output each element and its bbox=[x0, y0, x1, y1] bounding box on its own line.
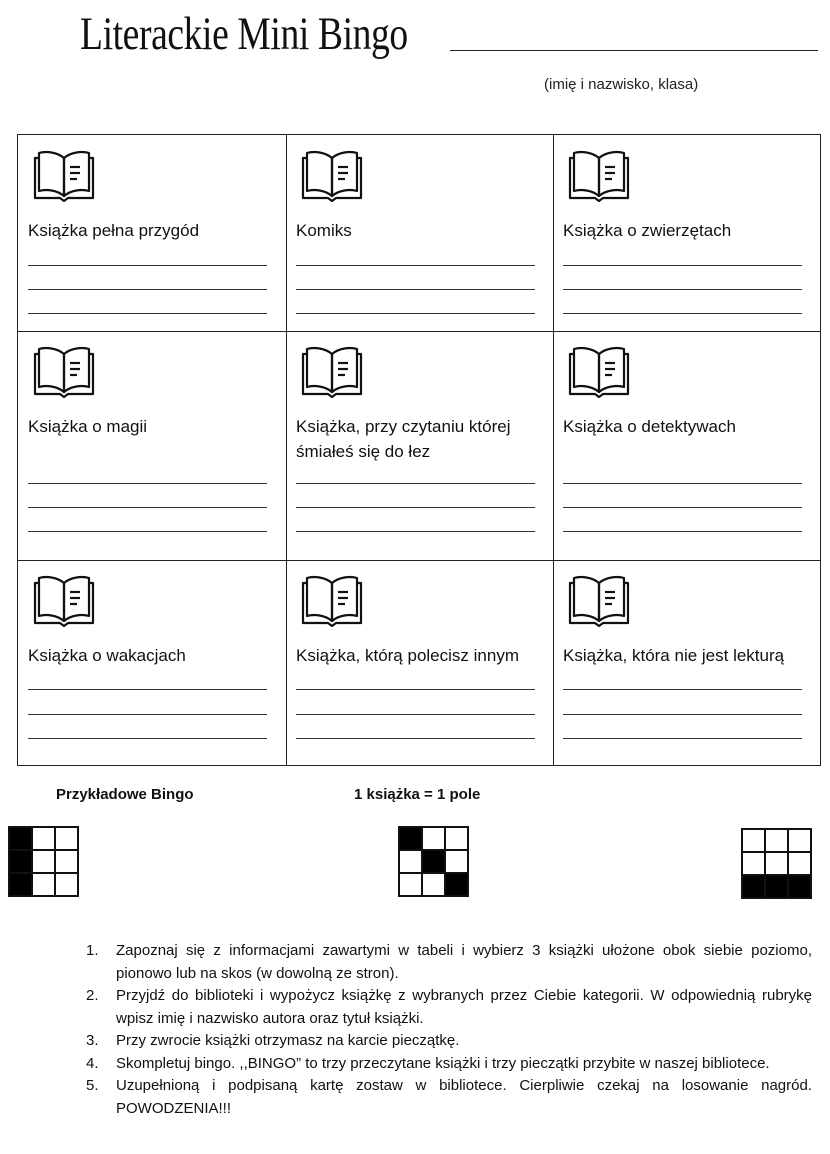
example-bingo-vertical bbox=[8, 826, 79, 897]
example-square bbox=[55, 873, 78, 896]
write-in-line[interactable] bbox=[563, 714, 802, 715]
instruction-text: Zapoznaj się z informacjami zawartymi w tabeli i wybierz 3 książki ułożone obok siebie poziomo, pionowo lub na skos (w dowolną ze stron). bbox=[116, 942, 812, 982]
bingo-cell bbox=[286, 331, 553, 560]
page-title: Literackie Mini Bingo bbox=[80, 8, 408, 60]
bingo-cell-label: Książka o magii bbox=[28, 417, 148, 436]
name-class-line[interactable] bbox=[450, 50, 818, 51]
write-in-line[interactable] bbox=[28, 689, 267, 690]
instruction-text: Przy zwrocie książki otrzymasz na karcie pieczątkę. bbox=[116, 1032, 460, 1049]
write-in-line[interactable] bbox=[563, 507, 802, 508]
write-in-line[interactable] bbox=[296, 714, 535, 715]
example-square bbox=[765, 829, 788, 852]
bingo-grid bbox=[17, 134, 821, 766]
bingo-cell bbox=[553, 560, 821, 766]
instruction-item bbox=[86, 1075, 812, 1120]
example-square bbox=[9, 850, 32, 873]
write-in-line[interactable] bbox=[563, 483, 802, 484]
instruction-text: Skompletuj bingo. ,,BINGO” to trzy przeczytane książki i trzy pieczątki przybite w naszej bibliotece. bbox=[116, 1054, 770, 1072]
write-in-line[interactable] bbox=[563, 689, 802, 690]
bingo-cell-label: Książka, którą polecisz innym bbox=[296, 646, 519, 665]
name-class-hint: (imię i nazwisko, klasa) bbox=[544, 76, 699, 93]
write-in-line[interactable] bbox=[28, 507, 267, 508]
instruction-number: 4. bbox=[86, 1054, 99, 1072]
bingo-cell bbox=[18, 331, 286, 560]
write-in-line[interactable] bbox=[563, 738, 802, 739]
write-in-line[interactable] bbox=[28, 289, 267, 290]
example-square bbox=[765, 852, 788, 875]
bingo-cell bbox=[18, 135, 286, 331]
write-in-line[interactable] bbox=[296, 507, 535, 508]
bingo-cell-label: Książka o wakacjach bbox=[28, 646, 186, 665]
instruction-number: 1. bbox=[86, 942, 99, 959]
bingo-cell-label: Książka pełna przygód bbox=[28, 221, 200, 240]
write-in-line[interactable] bbox=[28, 265, 267, 266]
write-in-line[interactable] bbox=[296, 689, 535, 690]
open-book-icon bbox=[568, 148, 630, 202]
example-square bbox=[788, 829, 811, 852]
bingo-cell-label: Książka o zwierzętach bbox=[563, 221, 732, 240]
write-in-line[interactable] bbox=[296, 289, 535, 290]
example-square bbox=[788, 852, 811, 875]
example-square bbox=[55, 827, 78, 850]
example-square bbox=[32, 873, 55, 896]
bingo-cell-label: Książka o detektywach bbox=[563, 417, 736, 436]
bingo-cell bbox=[286, 560, 553, 766]
bingo-cell-label: Komiks bbox=[296, 221, 352, 240]
write-in-line[interactable] bbox=[28, 483, 267, 484]
example-bingo-horizontal bbox=[741, 828, 812, 899]
example-square bbox=[32, 850, 55, 873]
write-in-line[interactable] bbox=[28, 738, 267, 739]
example-square bbox=[399, 827, 422, 850]
bingo-rule-label: 1 książka = 1 pole bbox=[354, 786, 481, 803]
instruction-number: 5. bbox=[86, 1077, 99, 1094]
bingo-cell bbox=[18, 560, 286, 766]
write-in-line[interactable] bbox=[296, 738, 535, 739]
open-book-icon bbox=[568, 344, 630, 398]
open-book-icon bbox=[301, 148, 363, 202]
write-in-line[interactable] bbox=[28, 714, 267, 715]
instruction-item bbox=[86, 1053, 812, 1076]
write-in-line[interactable] bbox=[28, 313, 267, 314]
example-square bbox=[9, 827, 32, 850]
instruction-item bbox=[86, 1030, 812, 1053]
open-book-icon bbox=[568, 573, 630, 627]
example-square bbox=[399, 873, 422, 896]
bingo-cell bbox=[286, 135, 553, 331]
instruction-item bbox=[86, 940, 812, 985]
example-square bbox=[422, 873, 445, 896]
bingo-cell-label: Książka, która nie jest lekturą bbox=[563, 646, 785, 665]
example-square bbox=[788, 875, 811, 898]
example-square bbox=[742, 829, 765, 852]
write-in-line[interactable] bbox=[563, 265, 802, 266]
instruction-text: Przyjdź do biblioteki i wypożycz książkę z wybranych przez Ciebie kategorii. W odpowiednią rubrykę wpisz imię i nazwisko autora oraz tytuł książki. bbox=[116, 987, 812, 1027]
bingo-cell bbox=[553, 331, 821, 560]
example-square bbox=[422, 827, 445, 850]
write-in-line[interactable] bbox=[563, 531, 802, 532]
bingo-cell bbox=[553, 135, 821, 331]
open-book-icon bbox=[33, 573, 95, 627]
example-bingo-diagonal bbox=[398, 826, 469, 897]
write-in-line[interactable] bbox=[296, 265, 535, 266]
bingo-cell-label: Książka, przy czytaniu której śmiałeś się do łez bbox=[296, 417, 511, 461]
write-in-line[interactable] bbox=[28, 531, 267, 532]
instruction-number: 3. bbox=[86, 1032, 99, 1049]
example-square bbox=[742, 875, 765, 898]
example-bingo-label: Przykładowe Bingo bbox=[56, 786, 194, 803]
write-in-line[interactable] bbox=[563, 289, 802, 290]
example-square bbox=[55, 850, 78, 873]
instruction-number: 2. bbox=[86, 987, 99, 1004]
example-square bbox=[445, 873, 468, 896]
open-book-icon bbox=[33, 148, 95, 202]
example-square bbox=[9, 873, 32, 896]
write-in-line[interactable] bbox=[296, 313, 535, 314]
write-in-line[interactable] bbox=[296, 483, 535, 484]
example-square bbox=[422, 850, 445, 873]
example-square bbox=[32, 827, 55, 850]
example-square bbox=[445, 827, 468, 850]
open-book-icon bbox=[301, 344, 363, 398]
example-square bbox=[765, 875, 788, 898]
open-book-icon bbox=[33, 344, 95, 398]
open-book-icon bbox=[301, 573, 363, 627]
example-square bbox=[445, 850, 468, 873]
write-in-line[interactable] bbox=[296, 531, 535, 532]
instruction-item bbox=[86, 985, 812, 1030]
instruction-text: Uzupełnioną i podpisaną kartę zostaw w bibliotece. Cierpliwie czekaj na losowanie nagród. POWODZENIA!!! bbox=[116, 1077, 812, 1117]
write-in-line[interactable] bbox=[563, 313, 802, 314]
example-square bbox=[399, 850, 422, 873]
example-square bbox=[742, 852, 765, 875]
instructions-list bbox=[86, 940, 812, 1120]
